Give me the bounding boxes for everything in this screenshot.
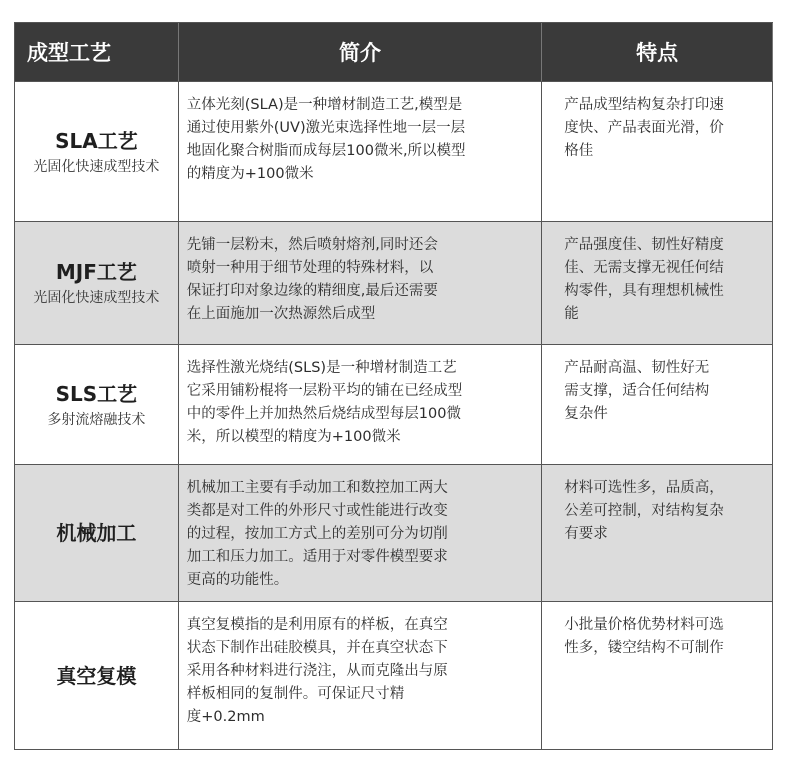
description-line: 的精度为+100微米 [186,166,314,182]
process-cell [15,82,179,221]
description-cell [179,465,543,601]
description-cell [179,222,543,344]
description-line: 立体光刻(SLA)是一种增材制造工艺,模型是 [186,97,463,113]
features-cell [542,82,773,221]
features-cell [542,465,773,601]
description-line: 样板相同的复制件。可保证尺寸精 [186,686,405,702]
feature-line: 构零件，具有理想机械性 [564,283,724,299]
description-line: 地固化聚合树脂而成每层100微米,所以模型 [186,143,466,159]
feature-line: 产品成型结构复杂打印速 [564,97,724,113]
process-name: MJF工艺 [55,260,137,284]
feature-line: 复杂件 [564,406,608,422]
feature-line: 能 [564,306,579,322]
feature-line: 小批量价格优势材料可选 [564,617,724,633]
description-line: 中的零件上并加热然后烧结成型每层100微 [186,406,461,422]
process-subtitle: 多射流熔融技术 [47,411,146,428]
feature-line: 佳、无需支撑无视任何结 [564,260,724,276]
table-row-machining [15,465,773,602]
header-process: 成型工艺 [15,23,179,81]
description-line: 的过程，按加工方式上的差别可分为切削 [186,526,448,542]
description-line: 喷射一种用于细节处理的特殊材料，以 [186,260,434,276]
table-row-vacuum-casting [15,602,773,750]
process-cell [15,465,179,601]
table-row-sls [15,345,773,465]
description-cell [179,602,543,749]
description-line: 保证打印对象边缘的精细度,最后还需要 [186,283,438,299]
feature-line: 性多，镂空结构不可制作 [564,640,724,656]
process-cell [15,345,179,464]
description-line: 在上面施加一次热源然后成型 [186,306,376,322]
description-line: 它采用铺粉棍将一层粉平均的铺在已经成型 [186,383,463,399]
feature-line: 产品耐高温、韧性好无 [564,360,710,376]
process-subtitle: 光固化快速成型技术 [33,158,160,175]
description-line: 类都是对工件的外形尺寸或性能进行改变 [186,503,448,519]
feature-line: 有要求 [564,526,608,542]
header-features: 特点 [542,23,773,81]
features-cell [542,602,773,749]
process-comparison-table [14,22,773,750]
description-cell [179,82,543,221]
process-name: 机械加工 [56,521,137,545]
table-row-mjf [15,222,773,345]
table-row-sla [15,82,773,222]
description-line: 度+0.2mm [186,709,265,725]
features-cell [542,222,773,344]
feature-line: 格佳 [564,143,594,159]
description-line: 更高的功能性。 [186,572,289,588]
table-header-row [15,23,773,82]
description-cell [179,345,543,464]
feature-line: 材料可选性多，品质高， [564,480,724,496]
description-line: 通过使用紫外(UV)激光束选择性地一层一层 [186,120,466,136]
process-subtitle: 光固化快速成型技术 [33,290,160,306]
feature-line: 公差可控制，对结构复杂 [564,503,724,519]
description-line: 先铺一层粉末，然后喷射熔剂,同时还会 [186,237,438,253]
description-line: 选择性激光烧结(SLS)是一种增材制造工艺 [186,360,457,376]
description-line: 机械加工主要有手动加工和数控加工两大 [186,480,448,496]
feature-line: 需支撑，适合任何结构 [564,383,710,399]
description-line: 米，所以模型的精度为+100微米 [186,429,401,445]
features-cell [542,345,773,464]
feature-line: 产品强度佳、韧性好精度 [564,237,724,253]
description-line: 采用各种材料进行浇注，从而克隆出与原 [186,663,448,679]
description-line: 加工和压力加工。适用于对零件模型要求 [186,549,448,565]
process-name: SLA工艺 [55,128,138,153]
description-line: 真空复模指的是利用原有的样板，在真空 [186,617,448,633]
feature-line: 度快、产品表面光滑，价 [564,120,724,136]
process-cell [15,222,179,344]
description-line: 状态下制作出硅胶模具，并在真空状态下 [186,640,448,656]
process-name: 真空复模 [56,663,137,688]
process-cell [15,602,179,749]
process-name: SLS工艺 [55,381,138,406]
header-introduction: 简介 [179,23,543,81]
